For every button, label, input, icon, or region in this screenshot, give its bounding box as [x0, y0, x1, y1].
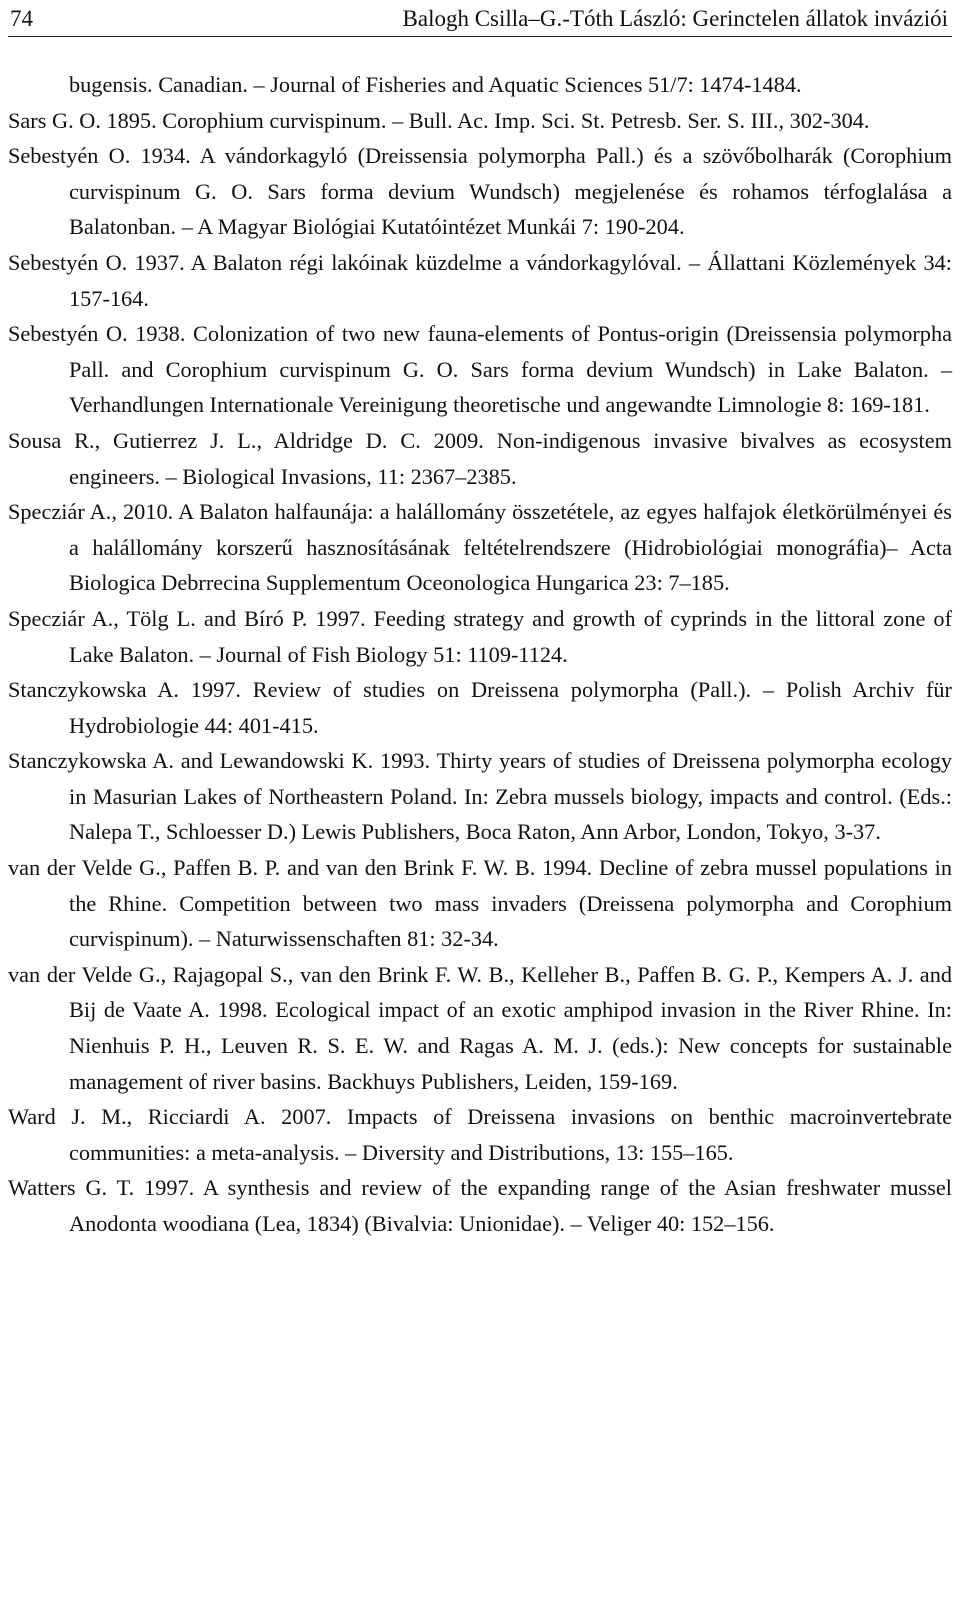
reference-item: van der Velde G., Paffen B. P. and van den Brink F. W. B. 1994. Decline of zebra mussel populations in the Rhine. Competition between two mass invaders (Dreissena polymorpha and Corophium curvispinum). – Naturwissenschaften 81: 32-34. — [8, 855, 952, 952]
page-number: 74 — [10, 6, 33, 31]
reference-list — [8, 67, 952, 1242]
reference-item: bugensis. Canadian. – Journal of Fisheries and Aquatic Sciences 51/7: 1474-1484. — [69, 72, 802, 97]
reference-item: Sousa R., Gutierrez J. L., Aldridge D. C. 2009. Non-indigenous invasive bivalves as ecosystem engineers. – Biological Invasions, 11: 2367–2385. — [8, 427, 952, 489]
reference-item: Sebestyén O. 1938. Colonization of two new fauna-elements of Pontus-origin (Dreissensia polymorpha Pall. and Corophium curvispinum G. O. Sars forma devium Wundsch) in Lake Balaton. – Verhandlungen Internationale Vereinigung theoretische und angewandte Limnologie 8: 169-181. — [8, 321, 952, 418]
running-title: Balogh Csilla–G.-Tóth László: Gerinctelen állatok inváziói — [402, 6, 948, 31]
reference-item: Stanczykowska A. 1997. Review of studies on Dreissena polymorpha (Pall.). – Polish Archiv für Hydrobiologie 44: 401-415. — [8, 677, 952, 738]
reference-item: Specziár A., 2010. A Balaton halfaunája: a halállomány összetétele, az egyes halfajok életkörülményei és a halállomány korszerű hasznosításának feltételrendszere (Hidrobiológiai monográfia)– Acta Biologica Debrrecina Supplementum Oceonologica Hungarica 23: 7–185. — [8, 499, 952, 596]
reference-item: Ward J. M., Ricciardi A. 2007. Impacts of Dreissena invasions on benthic macroinvertebrate communities: a meta-analysis. – Diversity and Distributions, 13: 155–165. — [8, 1104, 952, 1165]
reference-item: Sebestyén O. 1937. A Balaton régi lakóinak küzdelme a vándorkagylóval. – Állattani Közlemények 34: 157-164. — [8, 249, 952, 311]
reference-item: Sebestyén O. 1934. A vándorkagyló (Dreissensia polymorpha Pall.) és a szövőbolharák (Corophium curvispinum G. O. Sars forma devium Wundsch) megjelenése és rohamos térfoglalása a Balatonban. – A Magyar Biológiai Kutatóintézet Munkái 7: 190-204. — [8, 143, 952, 240]
reference-item: van der Velde G., Rajagopal S., van den Brink F. W. B., Kelleher B., Paffen B. G. P., Kempers A. J. and Bij de Vaate A. 1998. Ecological impact of an exotic amphipod invasion in the River Rhine. In: Nienhuis P. H., Leuven R. S. E. W. and Ragas A. M. J. (eds.): New concepts for sustainable management of river basins. Backhuys Publishers, Leiden, 159-169. — [8, 961, 952, 1094]
reference-item: Watters G. T. 1997. A synthesis and review of the expanding range of the Asian freshwater mussel Anodonta woodiana (Lea, 1834) (Bivalvia: Unionidae). – Veliger 40: 152–156. — [8, 1175, 952, 1236]
reference-item: Sars G. O. 1895. Corophium curvispinum. – Bull. Ac. Imp. Sci. St. Petresb. Ser. S. III., 302-304. — [8, 107, 870, 133]
reference-item: Specziár A., Tölg L. and Bíró P. 1997. Feeding strategy and growth of cyprinds in the littoral zone of Lake Balaton. – Journal of Fish Biology 51: 1109-1124. — [8, 605, 952, 667]
page-header — [8, 2, 952, 37]
reference-item: Stanczykowska A. and Lewandowski K. 1993. Thirty years of studies of Dreissena polymorpha ecology in Masurian Lakes of Northeastern Poland. In: Zebra mussels biology, impacts and control. (Eds.: Nalepa T., Schloesser D.) Lewis Publishers, Boca Raton, Ann Arbor, London, Tokyo, 3-37. — [8, 748, 952, 845]
